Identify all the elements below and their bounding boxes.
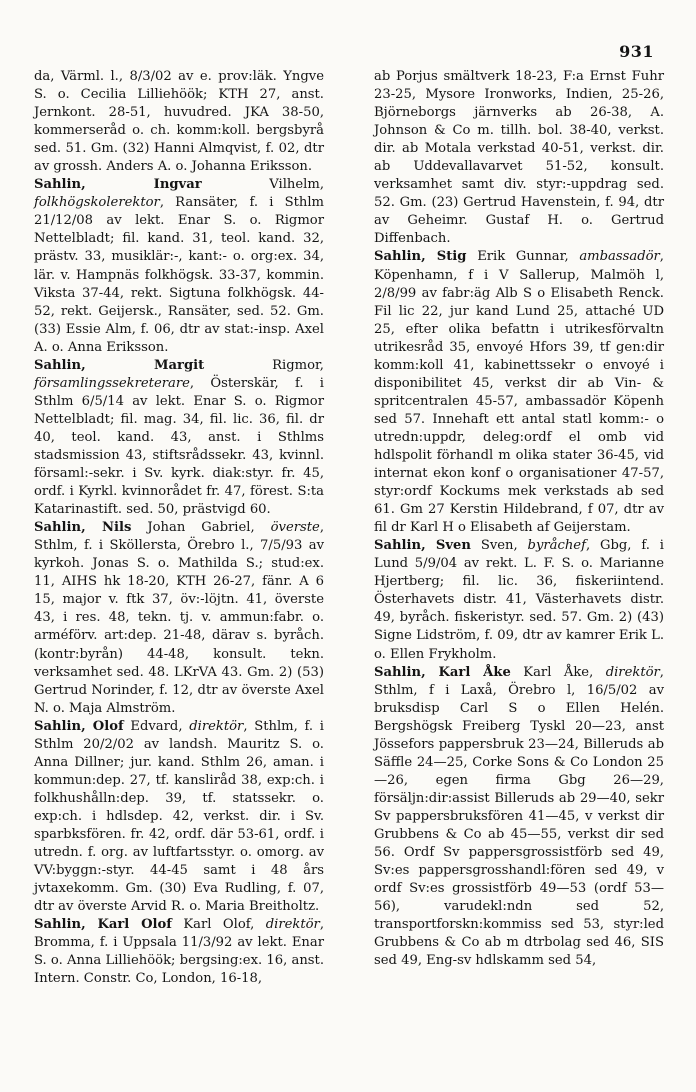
- entry-name: Sahlin, Karl Olof: [34, 917, 172, 933]
- page-number: 931: [619, 42, 654, 61]
- entry-sahlin-olof: [34, 718, 324, 917]
- entry-body: Karl Åke, direktör, Sthlm, f i Laxå, Örebro l, 16/5/02 av bruksdisp Carl S o Ellen Helén. Bergshögsk Freiberg Tyskl 20—23, anst Jössefors pappersbruk 23—24, Billeruds ab Säffle 24—25, Corke Sons & Co London 25—26, egen firma Gbg 26—29, försäljn:dir:assist Billeruds ab 29—40, sekr Sv pappersbruksfören 41—45, v verkst dir Grubbens & Co ab 45—55, verkst dir sed 56. Ordf Sv pappersgrossistförb sed 49, Sv:es pappersgrosshandl:fören sed 49, v ordf Sv:es grossistförb 49—53 (ordf 53—56), varudekl:ndn sed 52, transportforskn:kommiss sed 53, styr:led Grubbens & Co ab m dtrbolag sed 46, SIS sed 49, Eng-sv hdlskamm sed 54,: [374, 664, 664, 969]
- entry-name: Sahlin, Nils: [34, 520, 132, 536]
- entry-name: Sahlin, Margit: [34, 357, 205, 373]
- entry-body: Johan Gabriel, överste, Sthlm, f. i Sköllersta, Örebro l., 7/5/93 av kyrkoh. Jonas S. o. Mathilda S.; stud:ex. 11, AIHS hk 18-20, KTH 26-27, fänr. A 6 15, major v. ftk 37, öv:-löjtn. 41, överste 43, i res. 48, tekn. tj. v. ammun:fabr. o. arméförv. art:dep. 21-48, därav s. byråch. (kontr:byrån) 44-48, konsult. tekn. verksamhet sed. 48. LKrVA 43. Gm. 2) (53) Gertrud Norinder, f. 12, dtr av överste Axel N. o. Maja Almström.: [34, 520, 324, 716]
- entry-body: da, Värml. l., 8/3/02 av e. prov:läk. Yngve S. o. Cecilia Lilliehöök; KTH 27, anst. Jernkont. 28-51, huvudred. JKA 38-50, kommerseråd o. ch. komm:koll. bergsbyrå sed. 51. Gm. (32) Hanni Almqvist, f. 02, dtr av grossh. Anders A. o. Johanna Eriksson.: [34, 69, 324, 175]
- entry-title: direktör: [265, 917, 320, 933]
- entry-body: Karl Olof, direktör, Bromma, f. i Uppsala 11/3/92 av lekt. Enar S. o. Anna Lilliehöök; bergsing:ex. 16, anst. Intern. Constr. Co, London, 16-18,: [34, 917, 325, 987]
- entry-title: ambassadör: [579, 249, 660, 265]
- entry-body: Rigmor, församlingssekreterare, Österskär, f. i Sthlm 6/5/14 av lekt. Enar S. o. Rigmor Nettelbladt; fil. mag. 34, fil. lic. 36, fil. dr 40, teol. kand. 43, anst. i Sthlms stadsmission 43, stiftsrådssekr. 43, kvinnl. församl:-sekr. i Sv. kyrk. diak:styr. fr. 45, ordf. i Kyrkl. kvinnorådet fr. 47, förest. S:ta Katarinastift. sed. 50, prästvigd 60.: [34, 357, 324, 518]
- entry-sahlin-nils: [34, 519, 324, 718]
- entry-sahlin-margit: [34, 357, 324, 519]
- entry-body: ab Porjus smältverk 18-23, F:a Ernst Fuhr 23-25, Mysore Ironworks, Indien, 25-26, Björneborgs järnverks ab 26-38, A. Johnson & Co m. tillh. bol. 38-40, verkst. dir. ab Motala verkstad 40-51, verkst. dir. ab Uddevallavarvet 51-52, konsult. verksamhet samt div. styr:-uppdrag sed. 52. Gm. (23) Gertrud Havenstein, f. 94, dtr av Geheimr. Gustaf H. o. Gertrud Diffenbach.: [374, 69, 664, 247]
- left-column: [34, 68, 324, 988]
- entry-body: Edvard, direktör, Sthlm, f. i Sthlm 20/2/02 av landsh. Mauritz S. o. Anna Dillner; jur. kand. Sthlm 26, aman. i kommun:dep. 27, tf. kansliråd 38, exp:ch. i folkhushålln:dep. 39, tf. statssekr. o. exp:ch. i hdlsdep. 42, verkst. dir. i Sv. sparbksfören. fr. 42, ordf. där 53-61, ordf. i utredn. f. org. av luftfartsstyr. o. omorg. av VV:byggn:-styr. 44-45 samt i 48 års jvtaxekomm. Gm. (30) Eva Rudling, f. 07, dtr av överste Arvid R. o. Maria Breitholtz.: [34, 718, 324, 915]
- entry-title: byråchef: [527, 538, 586, 554]
- entry-title: direktör: [189, 718, 244, 734]
- entry-title: direktör: [605, 664, 660, 680]
- entry-name: Sahlin, Karl Åke: [374, 664, 511, 680]
- entry-name: Sahlin, Stig: [374, 249, 467, 265]
- entry-sahlin-karl-ake: [374, 664, 664, 971]
- entry-body: Sven, byråchef, Gbg, f. i Lund 5/9/04 av rekt. L. F. S. o. Marianne Hjertberg; fil. lic. 36, fiskeriintend. Österhavets distr. 41, Västerhavets distr. 49, byråch. fiskeristyr. sed. 57. Gm. 2) (43) Signe Lidström, f. 09, dtr av kamrer Erik L. o. Ellen Frykholm.: [374, 538, 664, 662]
- entry-sahlin-sven: [374, 537, 664, 663]
- entry-name: Sahlin, Ingvar: [34, 177, 202, 193]
- entry-title: församlingssekreterare: [34, 375, 190, 391]
- entry-title: folkhögskolerektor: [34, 195, 160, 211]
- entry-body: Vilhelm, folkhögskolerektor, Ransäter, f. i Sthlm 21/12/08 av lekt. Enar S. o. Rigmor Nettelbladt; fil. kand. 31, teol. kand. 32, prästv. 33, musiklär:-, kant:- o. org:ex. 34, lär. v. Hampnäs folkhögsk. 33-37, kommin. Viksta 37-44, rekt. Sigtuna folkhögsk. 44-52, rekt. Geijersk., Ransäter, sed. 52. Gm. (33) Essie Alm, f. 06, dtr av stat:-insp. Axel A. o. Anna Eriksson.: [34, 177, 324, 355]
- entry-name: Sahlin, Sven: [374, 538, 471, 554]
- right-column: [374, 68, 664, 970]
- entry-continuation: [34, 68, 324, 176]
- entry-continuation: [374, 68, 664, 248]
- entry-name: Sahlin, Olof: [34, 718, 124, 734]
- entry-sahlin-ingvar: [34, 176, 324, 356]
- entry-title: överste: [270, 520, 320, 536]
- entry-sahlin-stig: [374, 248, 664, 537]
- entry-body: Erik Gunnar, ambassadör, Köpenhamn, f i V Sallerup, Malmöh l, 2/8/99 av fabr:äg Alb S o Elisabeth Renck. Fil lic 22, jur kand Lund 25, attaché UD 25, efter olika befattn i utrikesförvaltn utrikesråd 35, envoyé Hfors 39, tf gen:dir komm:koll 41, kabinettssekr o envoyé i disponibilitet 45, verkst dir ab Vin- & spritcentralen 45-57, ambassadör Köpenh sed 57. Innehaft ett antal statl komm:- o utredn:uppdr, deleg:ordf el omb vid hdlspolit förhandl m olika stater 36-45, vid internat ekon konf o organisationer 47-57, styr:ordf Kockums mek verkstads ab sed 61. Gm 27 Kerstin Hildebrand, f 07, dtr av fil dr Karl H o Elisabeth af Geijerstam.: [374, 249, 664, 536]
- entry-sahlin-karl-olof: [34, 916, 324, 988]
